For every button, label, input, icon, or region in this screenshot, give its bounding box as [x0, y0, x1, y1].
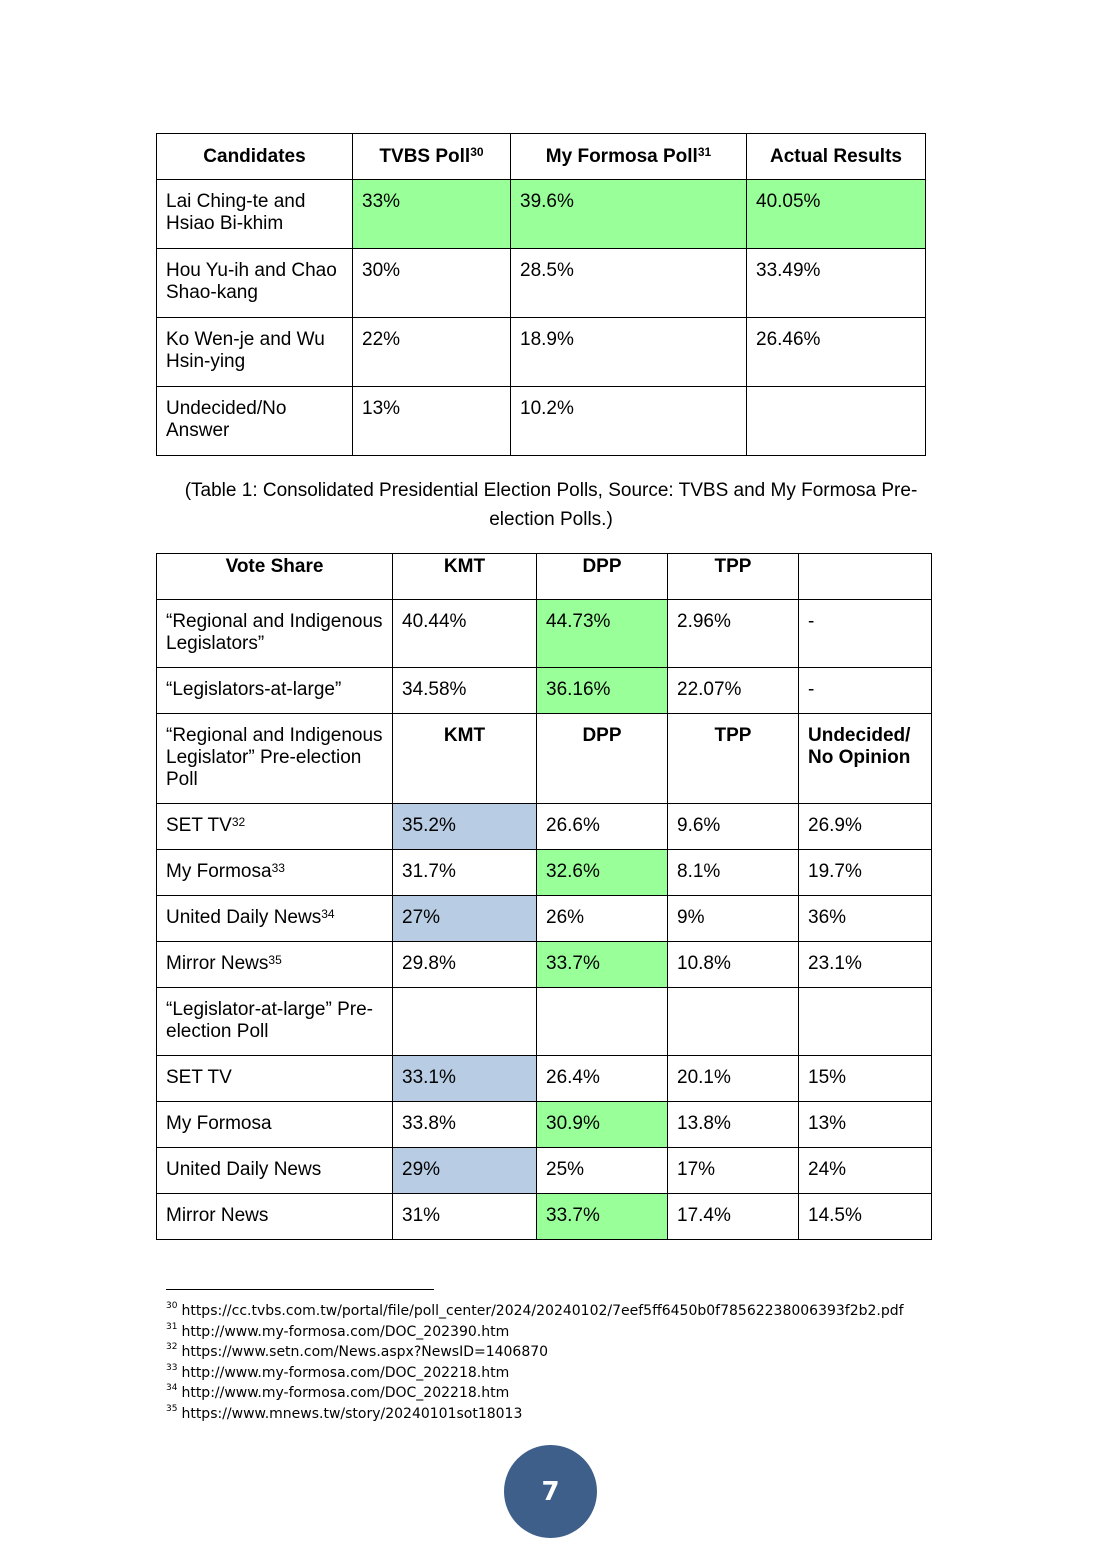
header-kmt: KMT — [393, 714, 537, 804]
row-label: “Legislators-at-large” — [157, 668, 393, 714]
table-header-row — [157, 554, 932, 600]
footnote-ref: 35 — [268, 953, 282, 967]
my-formosa-value: 39.6% — [511, 180, 747, 249]
table-row — [157, 942, 932, 988]
footnotes — [166, 1301, 904, 1424]
tpp-value: 13.8% — [668, 1102, 799, 1148]
header-actual-results: Actual Results — [747, 134, 926, 180]
candidate-name: Lai Ching-te and Hsiao Bi-khim — [157, 180, 353, 249]
undecided-value: 36% — [799, 896, 932, 942]
footnote-item: $^{31}$ http://www.my-formosa.com/DOC_202390.htm — [166, 1321, 510, 1340]
dpp-value: 26.6% — [537, 804, 668, 850]
tvbs-value: 33% — [353, 180, 511, 249]
actual-value: 40.05% — [747, 180, 926, 249]
dpp-value: 25% — [537, 1148, 668, 1194]
tpp-value: 9.6% — [668, 804, 799, 850]
pollster-name: Mirror News — [157, 1194, 393, 1240]
dpp-value: 32.6% — [537, 850, 668, 896]
table-row — [157, 1194, 932, 1240]
header-dpp: DPP — [537, 714, 668, 804]
undecided-value: 15% — [799, 1056, 932, 1102]
header-blank — [799, 554, 932, 600]
tpp-value: 17% — [668, 1148, 799, 1194]
footnote-divider — [166, 1289, 434, 1290]
my-formosa-value: 10.2% — [511, 387, 747, 456]
kmt-value: 29.8% — [393, 942, 537, 988]
footnote-link[interactable]: https://www.setn.com/News.aspx?NewsID=1406870 — [181, 1344, 549, 1360]
legislative-vote-share-table — [156, 553, 932, 1240]
empty-cell — [799, 988, 932, 1056]
header-tpp: TPP — [668, 554, 799, 600]
candidate-name: Hou Yu-ih and Chao Shao-kang — [157, 249, 353, 318]
table-row — [157, 180, 926, 249]
table-row — [157, 804, 932, 850]
row-label: “Regional and Indigenous Legislators” — [157, 600, 393, 668]
tpp-value: 17.4% — [668, 1194, 799, 1240]
footnote-item: $^{30}$ https://cc.tvbs.com.tw/portal/file/poll_center/2024/20240102/7eef5ff6450b0f78562238006393f2b2.pdf — [166, 1301, 904, 1319]
pollster-name: United Daily News — [157, 1148, 393, 1194]
footnote-ref: 30 — [470, 144, 484, 159]
tpp-value: 22.07% — [668, 668, 799, 714]
table-row — [157, 249, 926, 318]
footnote-item: $^{33}$ http://www.my-formosa.com/DOC_202218.htm — [166, 1362, 510, 1381]
tvbs-value: 30% — [353, 249, 511, 318]
table-caption: (Table 1: Consolidated Presidential Election Polls, Source: TVBS and My Formosa Pre-election Polls.) — [184, 480, 918, 530]
empty-cell — [537, 988, 668, 1056]
table-row — [157, 850, 932, 896]
tvbs-value: 13% — [353, 387, 511, 456]
pollster-name: My Formosa$^{33}$ — [157, 850, 393, 896]
kmt-value: 31.7% — [393, 850, 537, 896]
pollster-name: My Formosa — [157, 1102, 393, 1148]
footnote-ref: 33 — [271, 861, 285, 875]
section-header-row — [157, 714, 932, 804]
section-label-regional: “Regional and Indigenous Legislator” Pre-election Poll — [157, 714, 393, 804]
tpp-value: 9% — [668, 896, 799, 942]
footnote-link[interactable]: https://www.mnews.tw/story/20240101sot18013 — [181, 1405, 523, 1422]
candidate-name: Undecided/No Answer — [157, 387, 353, 456]
undecided-value: 13% — [799, 1102, 932, 1148]
undecided-value: 14.5% — [799, 1194, 932, 1240]
other-value: - — [799, 600, 932, 668]
tvbs-value: 22% — [353, 318, 511, 387]
presidential-polls-table — [156, 133, 926, 456]
header-my-formosa-poll: My Formosa Poll$^{31}$ — [511, 134, 747, 180]
footnote-link[interactable]: https://cc.tvbs.com.tw/portal/file/poll_center/2024/20240102/7eef5ff6450b0f78562238006393f2b2.pdf — [181, 1303, 904, 1319]
dpp-value: 33.7% — [537, 1194, 668, 1240]
header-vote-share: Vote Share — [157, 554, 393, 600]
header-candidates: Candidates — [157, 134, 353, 180]
header-undecided: Undecided/ No Opinion — [799, 714, 932, 804]
my-formosa-value: 18.9% — [511, 318, 747, 387]
kmt-value: 35.2% — [393, 804, 537, 850]
actual-value — [747, 387, 926, 456]
section-label-at-large: “Legislator-at-large” Pre-election Poll — [157, 988, 393, 1056]
tpp-value: 8.1% — [668, 850, 799, 896]
table-row — [157, 600, 932, 668]
dpp-value: 26% — [537, 896, 668, 942]
footnote-link[interactable]: http://www.my-formosa.com/DOC_202218.htm — [181, 1385, 510, 1401]
actual-value: 33.49% — [747, 249, 926, 318]
undecided-value: 24% — [799, 1148, 932, 1194]
tpp-value: 2.96% — [668, 600, 799, 668]
pollster-name: United Daily News$^{34}$ — [157, 896, 393, 942]
table-row — [157, 1056, 932, 1102]
table-row — [157, 318, 926, 387]
kmt-value: 33.1% — [393, 1056, 537, 1102]
empty-cell — [668, 988, 799, 1056]
footnote-link[interactable]: http://www.my-formosa.com/DOC_202390.htm — [181, 1323, 510, 1340]
footnote-ref: 34 — [321, 907, 335, 921]
dpp-value: 33.7% — [537, 942, 668, 988]
footnote-item: $^{34}$ http://www.my-formosa.com/DOC_202218.htm — [166, 1383, 510, 1401]
table-row — [157, 1102, 932, 1148]
dpp-value: 26.4% — [537, 1056, 668, 1102]
footnote-ref: 32 — [231, 815, 246, 829]
table-row — [157, 896, 932, 942]
tpp-value: 10.8% — [668, 942, 799, 988]
undecided-value: 19.7% — [799, 850, 932, 896]
header-kmt: KMT — [393, 554, 537, 600]
header-dpp: DPP — [537, 554, 668, 600]
undecided-value: 23.1% — [799, 942, 932, 988]
table-row — [157, 387, 926, 456]
other-value: - — [799, 668, 932, 714]
header-tvbs-poll: TVBS Poll$^{30}$ — [353, 134, 511, 180]
pollster-name: SET TV$^{32}$ — [157, 804, 393, 850]
section-header-row — [157, 988, 932, 1056]
my-formosa-value: 28.5% — [511, 249, 747, 318]
table-row — [157, 1148, 932, 1194]
dpp-value: 30.9% — [537, 1102, 668, 1148]
tpp-value: 20.1% — [668, 1056, 799, 1102]
pollster-name: SET TV — [157, 1056, 393, 1102]
pollster-name: Mirror News$^{35}$ — [157, 942, 393, 988]
kmt-value: 33.8% — [393, 1102, 537, 1148]
table-header-row — [157, 134, 926, 180]
actual-value: 26.46% — [747, 318, 926, 387]
dpp-value: 36.16% — [537, 668, 668, 714]
kmt-value: 40.44% — [393, 600, 537, 668]
footnote-link[interactable]: http://www.my-formosa.com/DOC_202218.htm — [181, 1364, 510, 1381]
table-row — [157, 668, 932, 714]
undecided-value: 26.9% — [799, 804, 932, 850]
footnote-ref: 31 — [697, 144, 712, 159]
page-number: 7 — [504, 1445, 597, 1538]
dpp-value: 44.73% — [537, 600, 668, 668]
footnote-item: $^{32}$ https://www.setn.com/News.aspx?NewsID=1406870 — [166, 1342, 549, 1360]
kmt-value: 34.58% — [393, 668, 537, 714]
header-tpp: TPP — [668, 714, 799, 804]
footnote-item: $^{35}$ https://www.mnews.tw/story/20240101sot18013 — [166, 1403, 523, 1422]
candidate-name: Ko Wen-je and Wu Hsin-ying — [157, 318, 353, 387]
kmt-value: 31% — [393, 1194, 537, 1240]
kmt-value: 27% — [393, 896, 537, 942]
empty-cell — [393, 988, 537, 1056]
kmt-value: 29% — [393, 1148, 537, 1194]
